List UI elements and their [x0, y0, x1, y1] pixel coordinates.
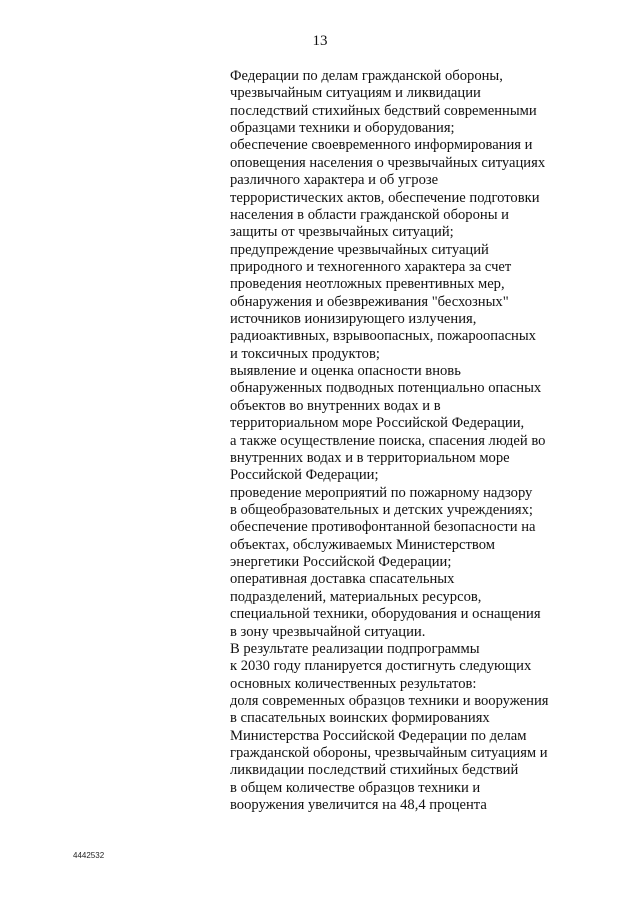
text-line: выявление и оценка опасности вновь: [230, 363, 461, 380]
text-line: энергетики Российской Федерации;: [230, 554, 452, 571]
text-line: основных количественных результатов:: [230, 675, 477, 692]
text-line: обнаружения и обезвреживания "бесхозных": [230, 293, 509, 310]
text-line: оповещения населения о чрезвычайных ситуациях: [230, 154, 546, 171]
text-line: защиты от чрезвычайных ситуаций;: [230, 224, 454, 241]
text-line: гражданской обороны, чрезвычайным ситуациям и: [230, 745, 548, 762]
text-line: а также осуществление поиска, спасения людей во: [230, 432, 546, 449]
text-line: подразделений, материальных ресурсов,: [230, 588, 482, 605]
document-body-text: [230, 68, 630, 814]
text-line: к 2030 году планируется достигнуть следующих: [230, 658, 532, 675]
text-line: доля современных образцов техники и вооружения: [230, 692, 549, 709]
text-line: объектах, обслуживаемых Министерством: [230, 536, 495, 553]
text-line: Федерации по делам гражданской обороны,: [230, 68, 503, 84]
text-line: в зону чрезвычайной ситуации.: [230, 623, 426, 640]
text-line: проведение мероприятий по пожарному надзору: [230, 484, 533, 501]
text-line: террористических актов, обеспечение подготовки: [230, 189, 540, 206]
text-line: оперативная доставка спасательных: [230, 571, 455, 588]
text-line: в общем количестве образцов техники и: [230, 779, 481, 796]
text-line: в спасательных воинских формированиях: [230, 710, 490, 727]
text-line: Министерства Российской Федерации по делам: [230, 727, 527, 744]
text-line: ликвидации последствий стихийных бедствий: [230, 762, 519, 779]
document-code: 4442532: [73, 851, 105, 860]
text-line: образцами техники и оборудования;: [230, 120, 455, 137]
text-line: специальной техники, оборудования и оснащения: [230, 606, 541, 623]
text-line: объектов во внутренних водах и в: [230, 397, 441, 414]
text-line: источников ионизирующего излучения,: [230, 311, 477, 328]
text-line: последствий стихийных бедствий современными: [230, 102, 537, 119]
text-line: различного характера и об угрозе: [230, 172, 439, 189]
text-line: населения в области гражданской обороны и: [230, 206, 509, 223]
text-line: радиоактивных, взрывоопасных, пожароопасных: [230, 328, 536, 345]
text-line: проведения неотложных превентивных мер,: [230, 276, 505, 293]
text-line: и токсичных продуктов;: [230, 345, 380, 362]
text-line: предупреждение чрезвычайных ситуаций: [230, 241, 489, 258]
text-line: природного и техногенного характера за счет: [230, 258, 512, 275]
text-line: обнаруженных подводных потенциально опасных: [230, 380, 542, 397]
text-line: обеспечение противофонтанной безопасности на: [230, 519, 536, 536]
text-line: территориальном море Российской Федерации,: [230, 415, 525, 432]
text-line: чрезвычайным ситуациям и ликвидации: [230, 85, 481, 102]
text-line: обеспечение своевременного информирования и: [230, 137, 533, 154]
text-line: Российской Федерации;: [230, 467, 379, 484]
text-line: в общеобразовательных и детских учреждениях;: [230, 501, 533, 518]
page-number: 13: [312, 33, 328, 49]
text-line: внутренних водах и в территориальном море: [230, 449, 510, 466]
text-line: В результате реализации подпрограммы: [230, 640, 480, 657]
text-line: вооружения увеличится на 48,4 процента: [230, 797, 487, 814]
